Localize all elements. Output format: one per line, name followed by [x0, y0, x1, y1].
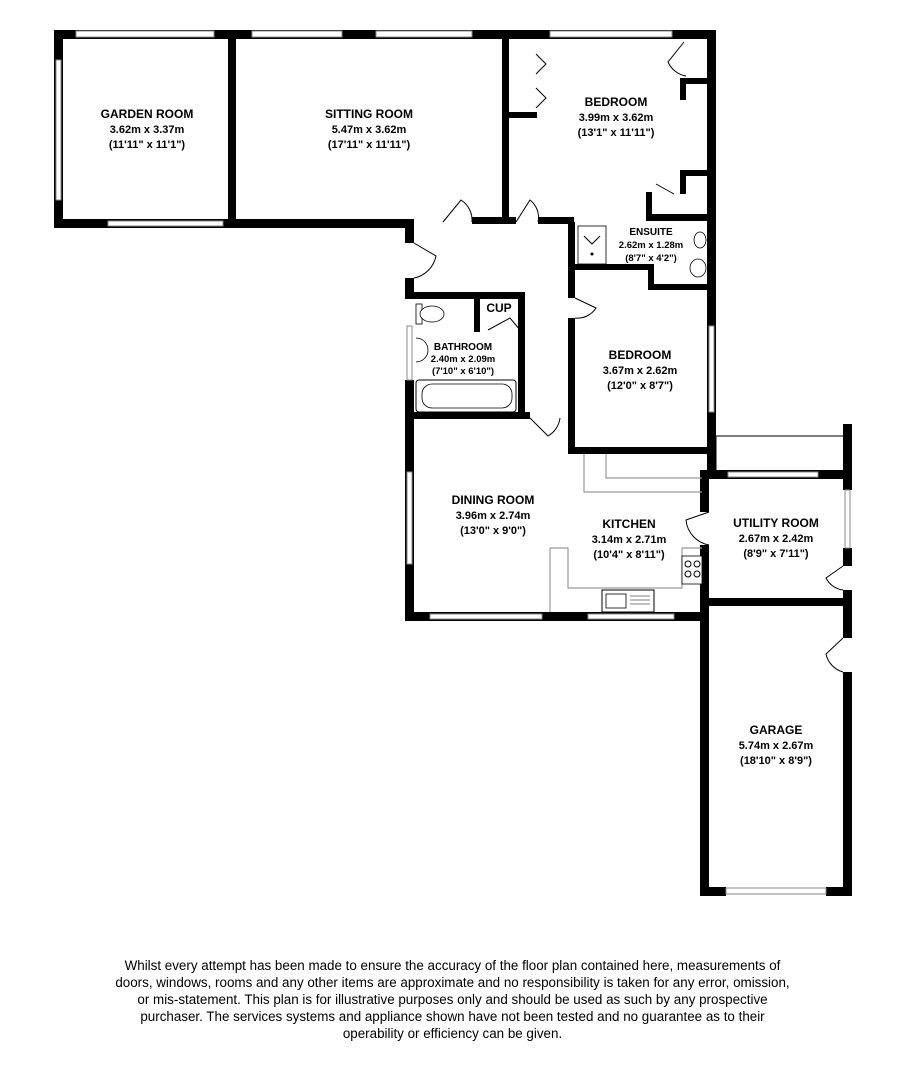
kitchen-imperial: (10'4" x 8'11") [593, 549, 665, 561]
utility-room-imperial: (8'9" x 7'11") [743, 548, 809, 560]
utility-room-name: UTILITY ROOM [733, 516, 819, 530]
basin-icon [416, 338, 428, 362]
kitchen-metric: 3.14m x 2.71m [591, 534, 667, 546]
ensuite-name: ENSUITE [629, 227, 673, 238]
ensuite-metric: 2.62m x 1.28m [618, 240, 684, 251]
ensuite-imperial: (8'7" x 4'2") [625, 253, 677, 264]
bedroom-2-metric: 3.67m x 2.62m [602, 365, 678, 377]
kitchen-name: KITCHEN [602, 517, 656, 531]
garden-room-imperial: (11'11" x 11'1") [108, 139, 186, 151]
utility-room-metric: 2.67m x 2.42m [738, 533, 814, 545]
bedroom-2-name: BEDROOM [608, 348, 672, 362]
toilet-icon [416, 304, 444, 324]
cupboard-name: CUP [486, 301, 512, 315]
sitting-room-metric: 5.47m x 3.62m [331, 124, 407, 136]
garden-room-metric: 3.62m x 3.37m [109, 124, 185, 136]
bathroom-metric: 2.40m x 2.09m [430, 354, 496, 365]
ensuite-toilet-icon [694, 232, 706, 248]
bedroom-1-imperial: (13'1" x 11'11") [577, 127, 655, 139]
bath-icon [416, 380, 516, 412]
walls [54, 30, 852, 896]
bathroom-imperial: (7'10" x 6'10") [431, 366, 495, 377]
sitting-room-imperial: (17'11" x 11'11") [327, 139, 411, 151]
garage-imperial: (18'10" x 8'9") [740, 755, 812, 767]
disclaimer-text: Whilst every attempt has been made to ensure the accuracy of the floor plan contained here, measurements of doors, windows, rooms and any other items are approximate and no responsibility is taken for any error, omission, or mis-statement. This plan is for illustrative purposes only and should be used as such by any prospective purchaser. The services systems and appliance shown have not been tested and no guarantee as to their operability or efficiency can be given. [115, 958, 790, 1041]
garage-name: GARAGE [749, 723, 803, 737]
bathroom-name: BATHROOM [433, 342, 493, 353]
garden-room-name: GARDEN ROOM [100, 107, 194, 121]
sink-icon [602, 590, 654, 612]
bedroom-1-metric: 3.99m x 3.62m [578, 112, 654, 124]
sitting-room-name: SITTING ROOM [325, 107, 413, 121]
dining-room-name: DINING ROOM [451, 493, 535, 507]
ensuite-basin-icon [690, 259, 706, 277]
hob-icon [682, 556, 702, 584]
shower-icon [578, 226, 606, 264]
bedroom-2-imperial: (12'0" x 8'7") [607, 380, 673, 392]
windows [56, 31, 850, 894]
dining-room-imperial: (13'0" x 9'0") [460, 525, 526, 537]
bedroom-1-name: BEDROOM [584, 95, 648, 109]
dining-room-metric: 3.96m x 2.74m [455, 510, 531, 522]
garage-metric: 5.74m x 2.67m [738, 740, 814, 752]
